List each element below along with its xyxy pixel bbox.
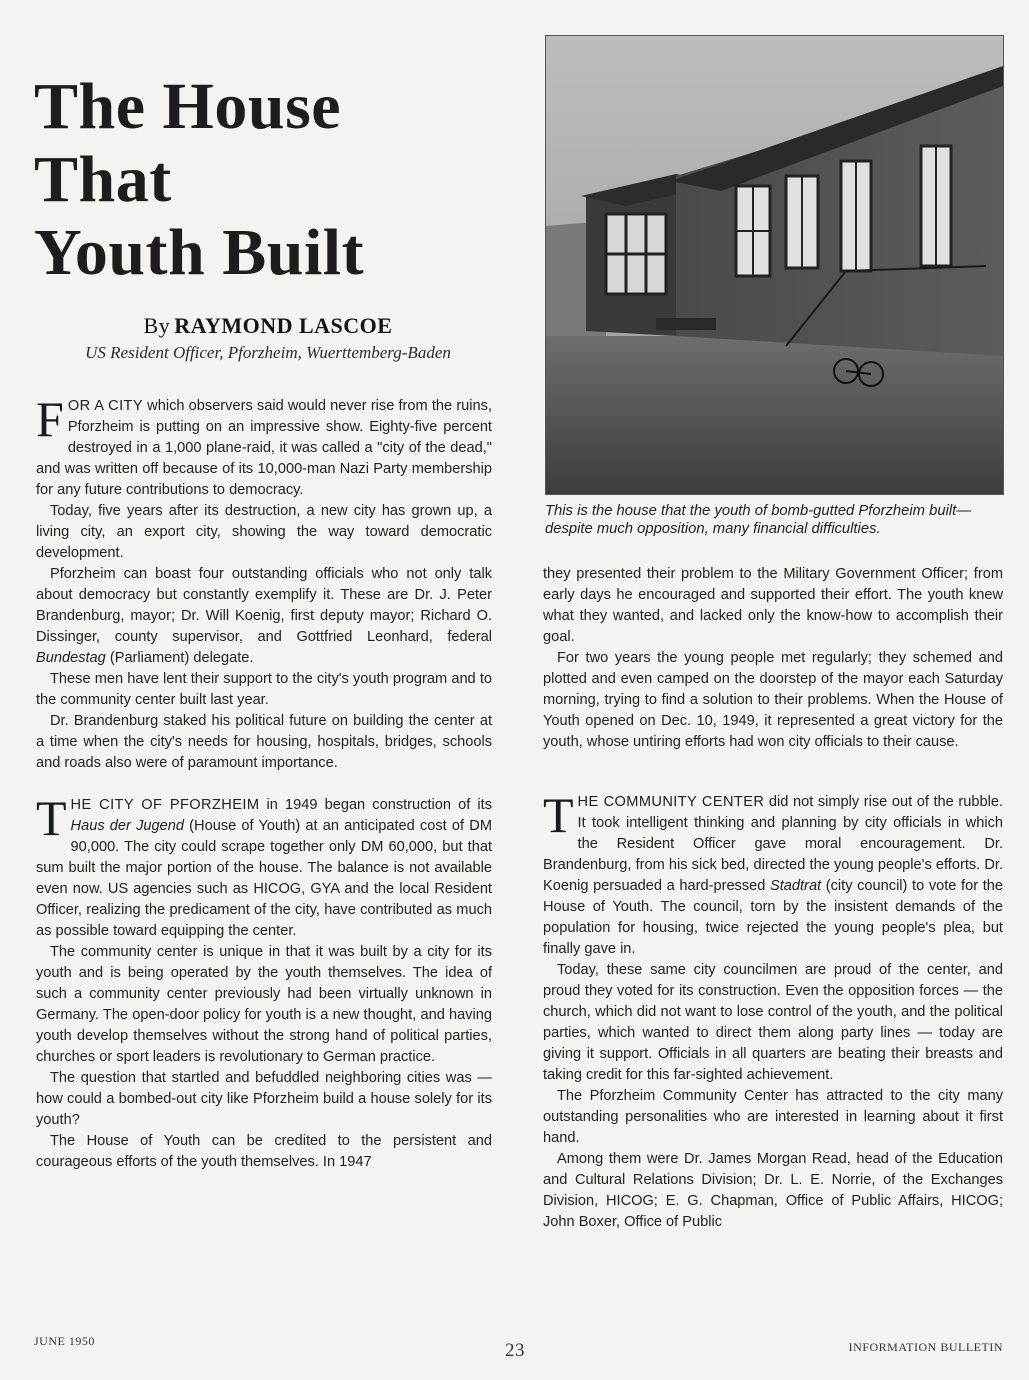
paragraph: The question that startled and befuddled neighboring cities was — how could a bombed-out city like Pforzheim build a house solely for its youth? [36,1070,492,1128]
page-number: 23 [505,1340,525,1361]
paragraph: These men have lent their support to the city's youth program and to the community center built last year. [36,671,492,708]
left-column [36,391,493,1173]
drop-cap: T [36,790,67,846]
author-affiliation: US Resident Officer, Pforzheim, Wuerttemberg-Baden [85,343,451,362]
author-name: RAYMOND LASCOE [174,313,393,338]
paragraph: THE COMMUNITY CENTER did not simply rise out of the rubble. It took intelligent thinking and planning by city officials in which the Resident Officer gave moral encouragement. Dr. Brandenburg, from his sick bed, directed the young people's efforts. Dr. Koenig persuaded a hard-pressed Stadtrat (city council) to vote for the House of Youth. The council, torn by the insistent demands of the population for housing, twice rejected the young people's plea, but finally gave in. [543,787,1003,957]
paragraph: FOR A CITY which observers said would never rise from the ruins, Pforzheim is putting on an impressive show. Eighty-five percent destroyed in a 1,000 plane-raid, it was called a "city of the dead," and was written off because of its 10,000-man Nazi Party membership for any future contributions to democracy. [36,391,493,498]
paragraph: For two years the young people met regularly; they schemed and plotted and even camped on the doorstep of the mayor each Saturday morning, trying to find a solution to their problems. When the House of Youth opened on Dec. 10, 1949, it represented a great victory for the youth, whose untiring efforts had won city officials to their cause. [543,650,1003,750]
drop-cap: F [36,391,64,447]
byline-prefix: By [143,313,171,338]
title-line-2: That [34,143,172,216]
article-title [34,70,494,289]
title-line-3: Youth Built [34,216,365,289]
house-photo-illustration [546,36,1003,494]
paragraph: Today, these same city councilmen are proud of the center, and proud they voted for its construction. Even the opposition forces — the church, which did not want to lose control of the youth, and the political parties, which wanted to direct them along party lines — today are giving it support. Officials in all quarters are beating their breasts and taking credit for this far-sighted achievement. [543,962,1003,1083]
paragraph: Pforzheim can boast four outstanding officials who not only talk about democracy but constantly exemplify it. These are Dr. J. Peter Brandenburg, mayor; Dr. Will Koenig, first deputy mayor; Richard O. Dissinger, county supervisor, and Gottfried Leonhard, federal Bundestag (Parliament) delegate. [36,566,492,666]
photo-caption: This is the house that the youth of bomb-gutted Pforzheim built—despite much opposition, many financial difficulties. [545,503,972,537]
paragraph: Among them were Dr. James Morgan Read, head of the Education and Cultural Relations Division; Dr. L. E. Norrie, of the Exchanges Division, HICOG; E. G. Chapman, Office of Public Affairs, HICOG; John Boxer, Office of Public [543,1151,1003,1230]
paragraph: The community center is unique in that it was built by a city for its youth and is being operated by the youth themselves. The idea of such a community center previously had been virtually unknown in Germany. The open-door policy for youth is a new thought, and having youth develop themselves without the strong hand of political parties, churches or sport leaders is revolutionary to German practice. [36,944,492,1065]
publication-name: INFORMATION BULLETIN [848,1340,1003,1354]
paragraph: Dr. Brandenburg staked his political future on building the center at a time when the city's needs for housing, hospitals, bridges, schools and roads also were of paramount importance. [36,713,492,771]
paragraph: The Pforzheim Community Center has attracted to the city many outstanding personalities who are interested in learning about it first hand. [543,1088,1003,1146]
drop-cap: T [543,787,574,843]
house-photo [545,35,1004,495]
paragraph: The House of Youth can be credited to the persistent and courageous efforts of the youth themselves. In 1947 [36,1133,492,1170]
byline [36,313,500,339]
title-line-1: The House [34,70,342,143]
footer-date: JUNE 1950 [34,1334,95,1348]
right-column [543,564,1003,1233]
paragraph: they presented their problem to the Military Government Officer; from early days he encouraged and supported their effort. The youth knew what they wanted, and lacked only the know-how to accomplish their goal. [543,566,1003,645]
paragraph: Today, five years after its destruction, a new city has grown up, a living city, an export city, showing the way toward democratic development. [36,503,492,561]
paragraph: THE CITY OF PFORZHEIM in 1949 began construction of its Haus der Jugend (House of Youth) at an anticipated cost of DM 90,000. The city could scrape together only DM 60,000, but that sum built the major portion of the house. The balance is not available even now. US agencies such as HICOG, GYA and the local Resident Officer, realizing the predicament of the city, have contributed as much as possible toward equipping the center. [36,790,492,939]
